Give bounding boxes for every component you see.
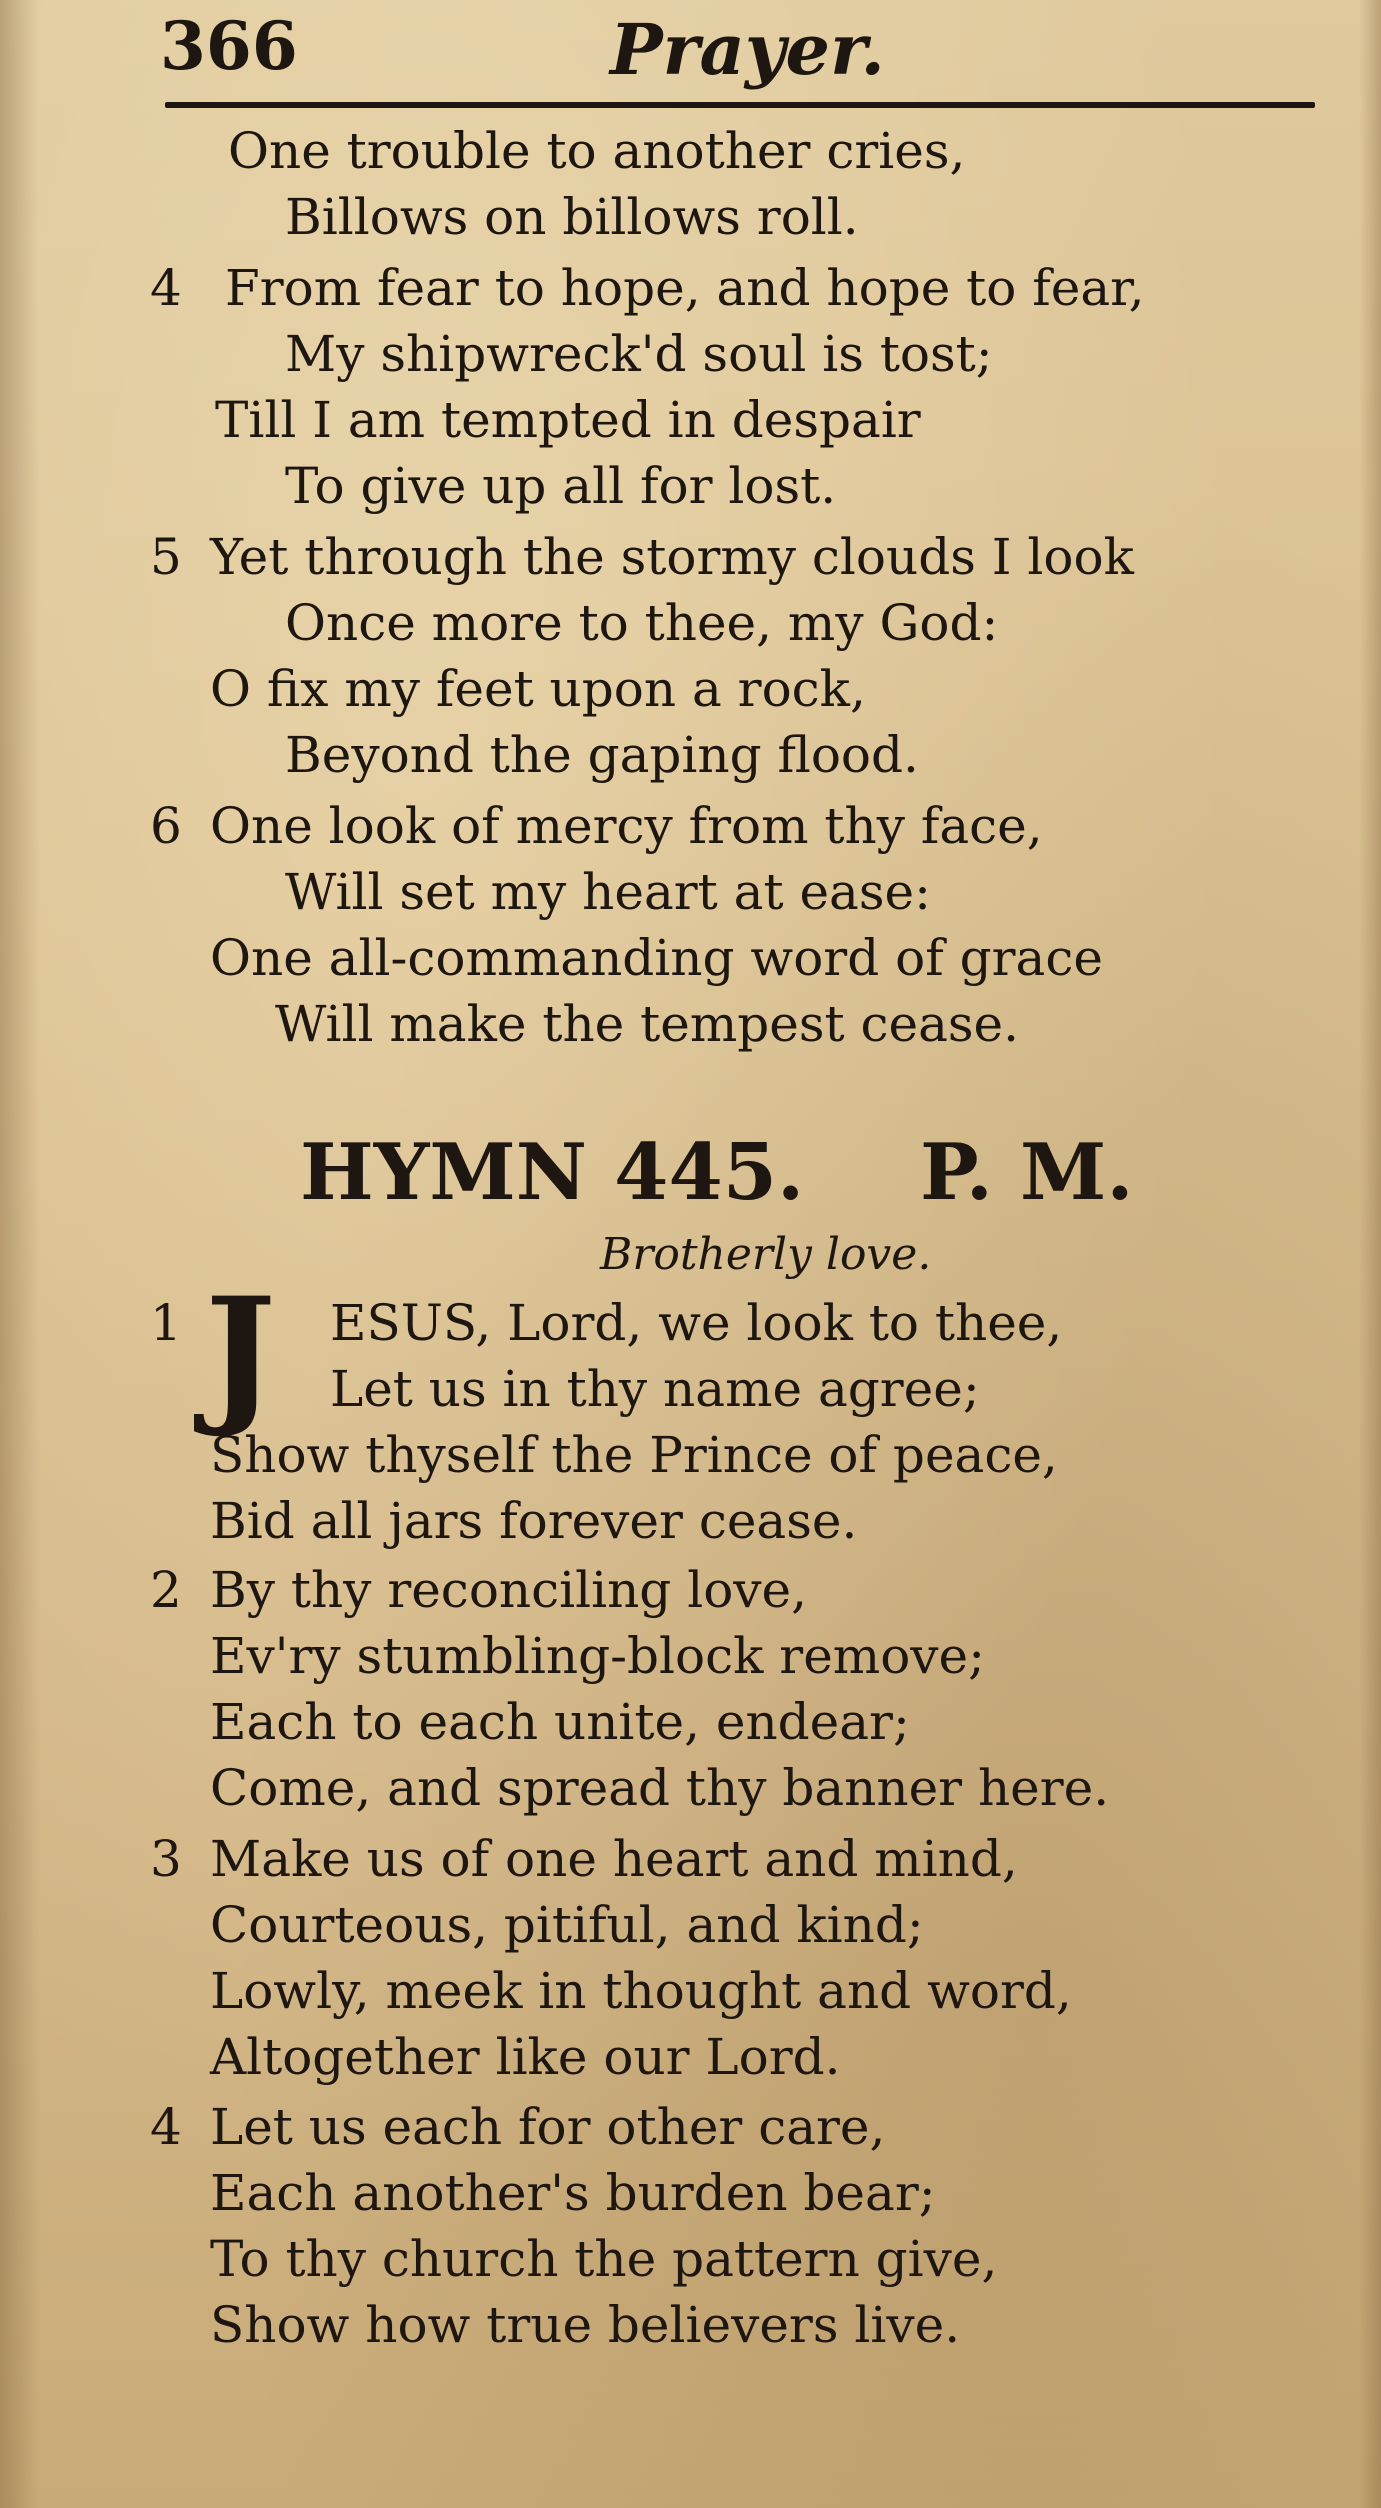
running-head [0, 0, 1381, 110]
verse-line [0, 184, 1381, 250]
stanza-number: 4 [150, 2098, 182, 2156]
verse-text: Make us of one heart and mind, [210, 1830, 1018, 1888]
verse-line [0, 1356, 1381, 1422]
verse-line [0, 387, 1381, 453]
verse-text: One trouble to another cries, [228, 122, 966, 180]
verse-text: Till I am tempted in despair [215, 391, 921, 449]
verse-line [0, 524, 1381, 590]
verse-line [0, 991, 1381, 1057]
verse-line [0, 2024, 1381, 2090]
stanza-number: 2 [150, 1561, 182, 1619]
verse-line [0, 1689, 1381, 1755]
verse-text: Lowly, meek in thought and word, [210, 1962, 1072, 2020]
verse-text: Bid all jars forever cease. [210, 1492, 858, 1550]
hymn-meter: P. M. [920, 1127, 1134, 1218]
verse-line [0, 722, 1381, 788]
verse-text: ESUS, Lord, we look to thee, [330, 1294, 1063, 1352]
verse-line [0, 321, 1381, 387]
verse-text: Courteous, pitiful, and kind; [210, 1896, 924, 1954]
verse-text: Come, and spread thy banner here. [210, 1759, 1110, 1817]
verse-line [0, 2094, 1381, 2160]
verse-line [0, 453, 1381, 519]
stanza-number: 1 [150, 1294, 182, 1352]
verse-text: By thy reconciling love, [210, 1561, 808, 1619]
verse-text: Let us each for other care, [210, 2098, 886, 2156]
page-number: 366 [160, 7, 298, 85]
verse-line [0, 859, 1381, 925]
verse-text: Show how true believers live. [210, 2296, 961, 2354]
verse-text: Yet through the stormy clouds I look [210, 528, 1134, 586]
verse-text: From fear to hope, and hope to fear, [225, 259, 1145, 317]
stanza-number: 6 [150, 797, 182, 855]
stanza-number: 4 [150, 259, 182, 317]
verse-line [0, 1826, 1381, 1892]
stanza-number: 5 [150, 528, 182, 586]
verse-line [0, 255, 1381, 321]
verse-line [0, 2292, 1381, 2358]
verse-line [0, 1623, 1381, 1689]
verse-line [0, 793, 1381, 859]
verse-text: One look of mercy from thy face, [210, 797, 1043, 855]
header-rule [165, 102, 1315, 108]
verse-line [0, 925, 1381, 991]
section-title: Prayer. [610, 8, 885, 91]
verse-line [0, 1290, 1381, 1356]
verse-text: One all-commanding word of grace [210, 929, 1103, 987]
verse-text: Will set my heart at ease: [285, 863, 931, 921]
verse-line [0, 1958, 1381, 2024]
verse-text: Each another's burden bear; [210, 2164, 936, 2222]
verse-text: Beyond the gaping flood. [285, 726, 919, 784]
verse-line [0, 118, 1381, 184]
stanza-number: 3 [150, 1830, 182, 1888]
verse-text: Ev'ry stumbling-block remove; [210, 1627, 985, 1685]
drop-cap: J [205, 1265, 276, 1441]
verse-line [0, 1422, 1381, 1488]
verse-text: Once more to thee, my God: [285, 594, 999, 652]
verse-line [0, 590, 1381, 656]
verse-line [0, 1892, 1381, 1958]
verse-text: Show thyself the Prince of peace, [210, 1426, 1058, 1484]
verse-text: Altogether like our Lord. [210, 2028, 841, 2086]
verse-text: Will make the tempest cease. [275, 995, 1020, 1053]
verse-line [0, 1557, 1381, 1623]
hymn-title: HYMN 445. [300, 1127, 805, 1218]
hymn-heading [0, 1125, 1381, 1220]
verse-line [0, 656, 1381, 722]
verse-text: Let us in thy name agree; [330, 1360, 980, 1418]
verse-text: O fix my feet upon a rock, [210, 660, 866, 718]
verse-text: To thy church the pattern give, [210, 2230, 998, 2288]
verse-line [0, 2160, 1381, 2226]
verse-line [0, 2226, 1381, 2292]
hymn-subtitle: Brotherly love. [600, 1229, 932, 1280]
verse-text: Billows on billows roll. [285, 188, 859, 246]
verse-text: My shipwreck'd soul is tost; [285, 325, 993, 383]
verse-text: Each to each unite, endear; [210, 1693, 910, 1751]
verse-line [0, 1488, 1381, 1554]
verse-line [0, 1755, 1381, 1821]
verse-text: To give up all for lost. [285, 457, 837, 515]
